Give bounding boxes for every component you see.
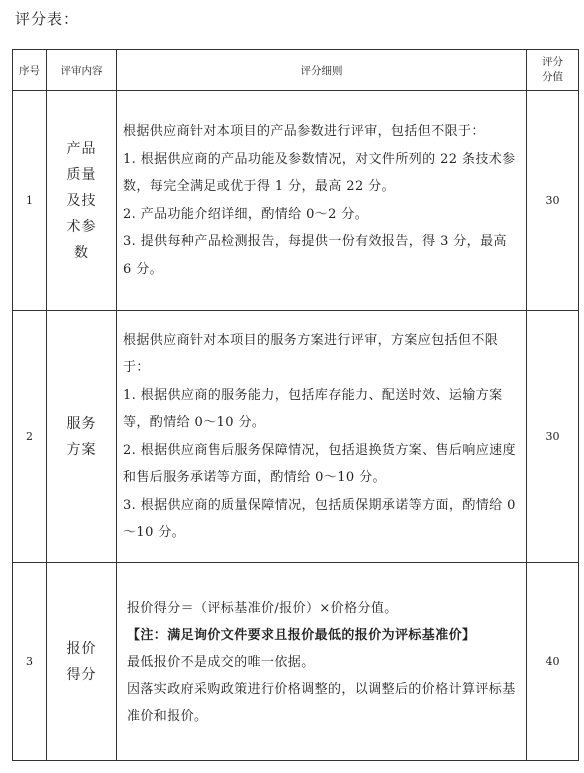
row-category-text: 产品质量及技术参数 [66, 140, 97, 261]
row-rules [117, 91, 527, 311]
rule-line: 2. 产品功能介绍详细，酌情给 0～2 分。 [123, 206, 369, 222]
row-category [47, 563, 117, 761]
document-title: 评分表： [15, 10, 80, 28]
rule-line: 1. 根据供应商的产品功能及参数情况，对文件所列的 22 条技术参数，每完全满足或优于得 1 分，最高 22 分。 [123, 151, 516, 194]
header-rules: 评分细则 [117, 50, 527, 91]
table-row [13, 311, 579, 563]
row-category [47, 311, 117, 563]
rule-line: 2. 根据供应商售后服务保障情况，包括退换货方案、售后响应速度和售后服务承诺等方面，酌情给 0～10 分。 [123, 442, 516, 485]
row-score: 30 [527, 311, 579, 563]
row-number: 3 [13, 563, 47, 761]
rule-line: 根据供应商针对本项目的服务方案进行评审，方案应包括但不限于： [123, 332, 499, 375]
rule-note: 【注：满足询价文件要求且报价最低的报价为评标基准价】 [127, 628, 476, 643]
header-score-line1: 评分 [542, 56, 563, 68]
row-rules [117, 563, 527, 761]
rule-line: 最低报价不是成交的唯一依据。 [127, 655, 315, 670]
row-rules [117, 311, 527, 563]
rule-line: 3. 提供每种产品检测报告，每提供一份有效报告，得 3 分，最高 6 分。 [123, 234, 507, 277]
header-score [527, 50, 579, 91]
rule-line: 根据供应商针对本项目的产品参数进行评审，包括但不限于： [123, 124, 485, 139]
row-score: 30 [527, 91, 579, 311]
rule-line: 报价得分＝（评标基准价/报价）×价格分值。 [127, 601, 398, 616]
header-no: 序号 [13, 50, 47, 91]
header-category: 评审内容 [47, 50, 117, 91]
table-row [13, 563, 579, 761]
scoring-table [12, 49, 579, 761]
table-row [13, 91, 579, 311]
row-number: 2 [13, 311, 47, 563]
row-category-text: 服务方案 [66, 415, 97, 458]
rule-line: 1. 根据供应商的服务能力，包括库存能力、配送时效、运输方案等，酌情给 0～10 分。 [123, 387, 503, 430]
rule-line: 3. 根据供应商的质量保障情况，包括质保期承诺等方面，酌情给 0～10 分。 [123, 497, 516, 540]
row-category [47, 91, 117, 311]
table-header-row [13, 50, 579, 91]
row-score: 40 [527, 563, 579, 761]
row-category-text: 报价得分 [66, 640, 97, 683]
row-number: 1 [13, 91, 47, 311]
rule-line: 因落实政府采购政策进行价格调整的，以调整后的价格计算评标基准价和报价。 [127, 682, 516, 724]
header-score-line2: 分值 [542, 71, 563, 83]
